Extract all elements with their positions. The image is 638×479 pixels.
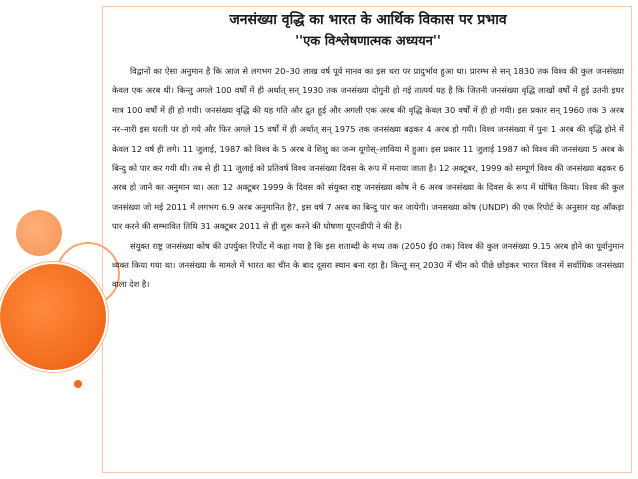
slide-border-left: [102, 6, 103, 473]
slide-border-top: [102, 6, 632, 7]
paragraph-2: संयुक्त राष्ट्र जनसंख्या कोष की उपर्युक्त रिर्पोट में कहा गया है कि इस शताब्दी के मध्य तक (2050 ई0 तक) विश्व की कुल जनसंख्या 9.15 अरब होने का पूर्वानुमान व्यक्त किया गया था। जनसंख्या के मामले में भारत का चीन के बाद दूसरा स्थान बना रहा है। किन्तु सन् 2030 में चीन को पीछे छोड़कर भारत विश्व में सर्वाधिक जनसंख्या वाला देश है।: [112, 240, 624, 290]
document-content: [112, 10, 624, 295]
slide-border-right: [631, 6, 632, 473]
slide-border-bottom: [102, 472, 632, 473]
decorative-small-circle: [16, 210, 62, 256]
decorative-large-circle: [0, 262, 108, 372]
decorative-dot: [74, 380, 82, 388]
paragraph-1: विद्वानों का ऐसा अनुमान है कि आज से लगभग 20–30 लाख वर्ष पूर्व मानव का इस धरा पर प्रादुर्भाव हुआ था। प्रारम्भ से सन् 1830 तक विश्व की कुल जनसंख्या केवल एक अरब थी। किन्तु अगले 100 वर्षों में ही अर्थात् सन् 1930 तक जनसंख्या दोगुनी हो गई तात्पर्य यह है कि जितनी जनसंख्या वृद्धि लाखों वर्षों में हुई उतनी इधर मात्र 100 वर्षों में ही हो गयी। जनसंख्या वृद्धि की यह गति और द्रुत हुई और अगली एक अरब की वृद्धि केवल 30 वर्षों में ही हो गयी। इस प्रकार सन् 1960 तक 3 अरब नर–नारी इस धरती पर हो गये और फिर अगले 15 वर्षों में ही अर्थात् सन् 1975 तक जनसंख्या बढ़कर 4 अरब हो गयी। विश्व जनसंख्या में पुनः 1 अरब की वृद्धि होने में केवल 12 वर्ष ही लगे। 11 जुलाई, 1987 को विश्व के 5 अरब वे शिशु का जन्म यूगोस्–लाविया में हुआ। इस प्रकार 11 जुलाई 1987 को विश्व की जनसंख्या 5 अरब के बिन्दु को पार कर गयी थी। तब से ही 11 जुलाई को प्रतिवर्ष विश्व जनसंख्या दिवस के रूप में मनाया जाता है। 12 अक्टूबर, 1999 को सम्पूर्ण विश्व की जनसंख्या बढ़कर 6 अरब हो जाने का अनुमान था। अतः 12 अक्टूबर 1999 के दिवस को संयुक्त राष्ट्र जनसंख्या कोष ने 6 अरब जनसंख्या के दिवस के रूप में घोषित किया। विश्व की कुल जनसंख्या जो मई 2011 में लगभग 6.9 अरब अनुमानित है?, इस वर्ष 7 अरब का बिन्दु पार कर जायेगी। जनसख्या कोष (UNDP) की एक रिपोर्ट के अनुसार यह आँकड़ा पार करने की सम्भावित तिथि 31 अक्टूबर 2011 से ही शुरू करने की घोषणा यूएनडीपी ने की है।: [112, 66, 624, 232]
document-title: जनसंख्या वृद्धि का भारत के आर्थिक विकास पर प्रभाव: [229, 12, 507, 28]
document-subtitle: ''एक विश्लेषणात्मक अध्ययन'': [295, 34, 441, 49]
